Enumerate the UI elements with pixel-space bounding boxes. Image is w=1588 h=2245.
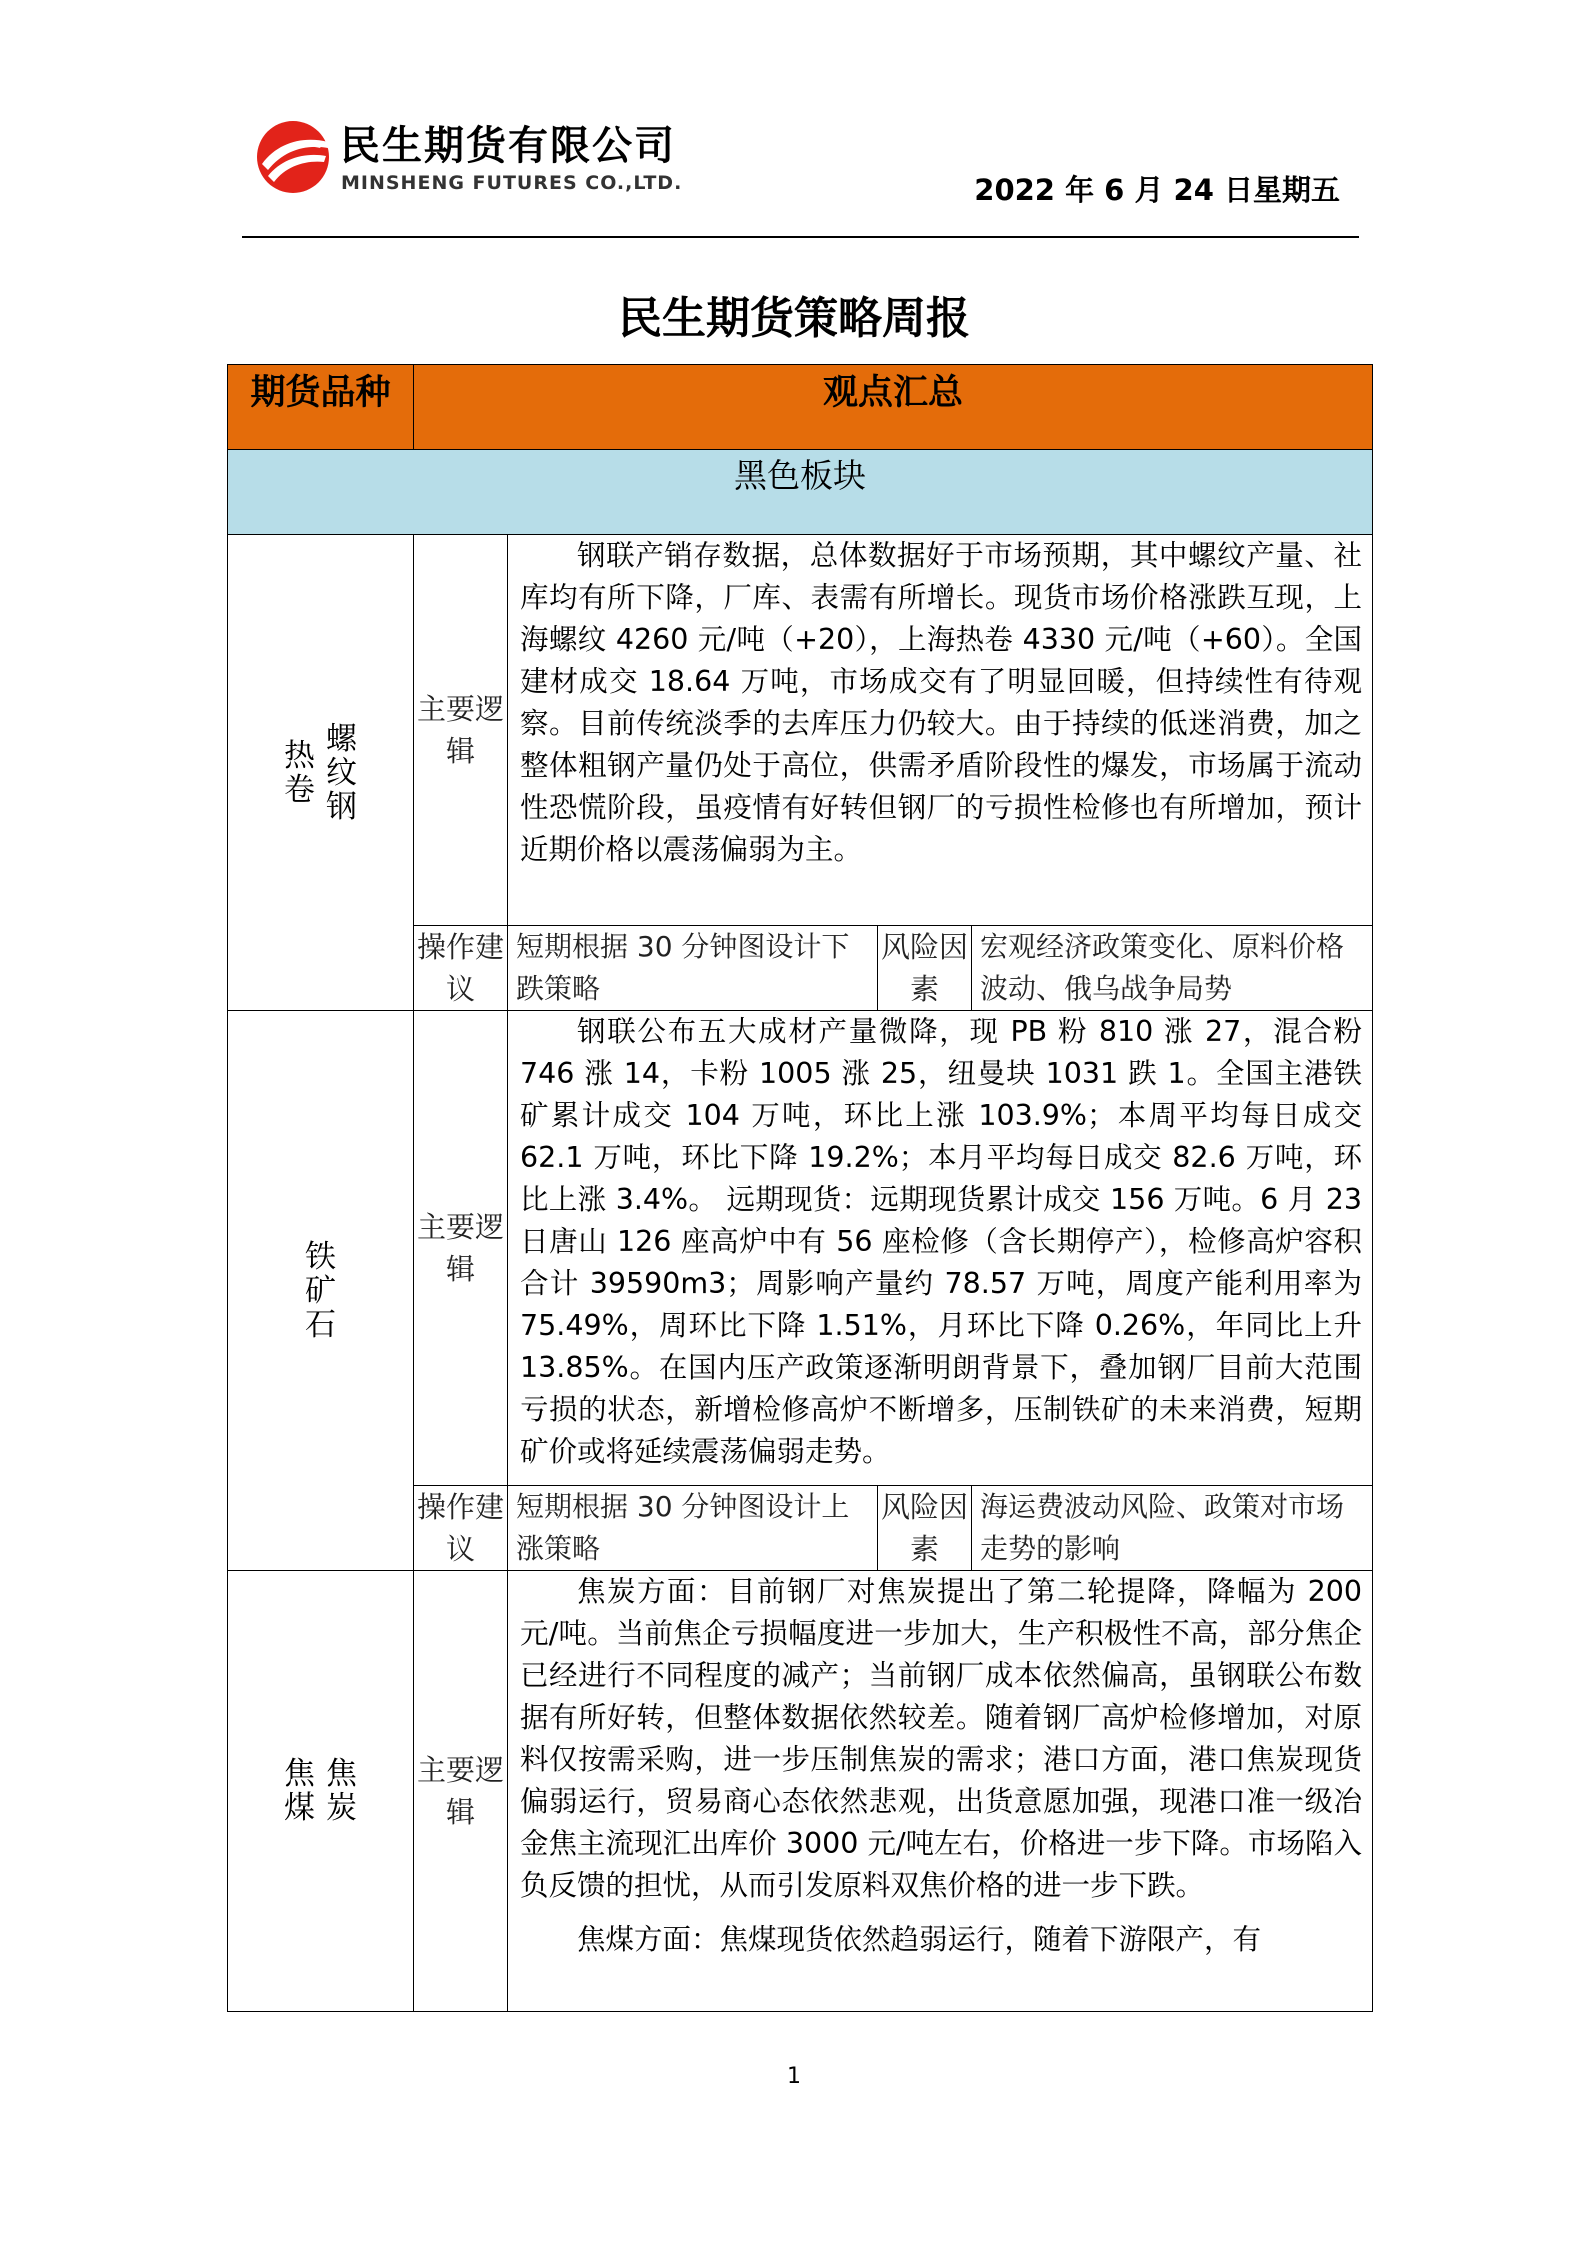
product-name: 铁矿石	[305, 1238, 336, 1343]
operation-text: 短期根据 30 分钟图设计上涨策略	[508, 1486, 878, 1571]
header-divider	[242, 236, 1359, 238]
product-iron-ore	[228, 1011, 414, 1571]
table-header-row	[228, 365, 1373, 450]
logic-paragraph: 钢联公布五大成材产量微降，现 PB 粉 810 涨 27，混合粉 746 涨 14，卡粉 1005 涨 25，纽曼块 1031 跌 1。全国主港铁矿累计成交 104 万吨，环比上涨 103.9%；本周平均每日成交 62.1 万吨，环比下降 19.2%；本月平均每日成交 82.6 万吨，环比上涨 3.4%。 远期现货：远期现货累计成交 156 万吨。6 月 23 日唐山 126 座高炉中有 56 座检修（含长期停产），检修高炉容积合计 39590m3；周影响产量约 78.57 万吨，周度产能利用率为 75.49%，周环比下降 1.51%，月环比下降 0.26%，年同比上升 13.85%。在国内压产政策逐渐明朗背景下，叠加钢厂目前大范围亏损的状态，新增检修高炉不断增多，压制铁矿的未来消费，短期矿价或将延续震荡偏弱走势。	[520, 1015, 1363, 1468]
logic-label: 主要逻辑	[414, 535, 508, 926]
logic-paragraph: 焦炭方面：目前钢厂对焦炭提出了第二轮提降，降幅为 200 元/吨。当前焦企亏损幅度进一步加大，生产积极性不高，部分焦企已经进行不同程度的减产；当前钢厂成本依然偏高，虽钢联公布数据有所好转，但整体数据依然较差。随着钢厂高炉检修增加，对原料仅按需采购，进一步压制焦炭的需求；港口方面，港口焦炭现货偏弱运行，贸易商心态依然悲观，出货意愿加强，现港口准一级冶金焦主流现汇出库价 3000 元/吨左右，价格进一步下降。市场陷入负反馈的担忧，从而引发原料双焦价格的进一步下跌。	[520, 1575, 1363, 1902]
page-header	[0, 0, 1588, 240]
sector-row	[228, 450, 1373, 535]
company-name-en: MINSHENG FUTURES CO.,LTD.	[341, 172, 683, 194]
minsheng-logo-icon	[254, 118, 332, 196]
product-coke-coal	[228, 1571, 414, 2012]
company-name-cn: 民生期货有限公司	[340, 123, 676, 169]
logic-paragraph: 焦煤方面：焦煤现货依然趋弱运行，随着下游限产，有	[577, 1923, 1262, 1956]
page-title: 民生期货策略周报	[618, 293, 970, 344]
logic-text	[508, 535, 1373, 926]
operation-label: 操作建议	[414, 926, 508, 1011]
operation-label: 操作建议	[414, 1486, 508, 1571]
logic-label: 主要逻辑	[414, 1571, 508, 2012]
risk-text: 海运费波动风险、政策对市场走势的影响	[972, 1486, 1373, 1571]
logic-paragraph: 钢联产销存数据，总体数据好于市场预期，其中螺纹产量、社库均有所下降，厂库、表需有所增长。现货市场价格涨跌互现，上海螺纹 4260 元/吨（+20），上海热卷 4330 元/吨（+60）。全国建材成交 18.64 万吨，市场成交有了明显回暖，但持续性有待观察。目前传统淡季的去库压力仍较大。由于持续的低迷消费，加之整体粗钢产量仍处于高位，供需矛盾阶段性的爆发，市场属于流动性恐慌阶段，虽疫情有好转但钢厂的亏损性检修也有所增加，预计近期价格以震荡偏弱为主。	[520, 539, 1363, 866]
strategy-table	[227, 364, 1373, 2012]
table-row	[228, 1011, 1373, 1486]
risk-label: 风险因素	[878, 926, 972, 1011]
company-logo	[254, 112, 724, 202]
product-name: 热卷	[284, 737, 315, 808]
logic-text	[508, 1011, 1373, 1486]
header-summary: 观点汇总	[414, 365, 1373, 450]
product-rebar-hotcoil	[228, 535, 414, 1011]
table-row	[228, 1571, 1373, 2012]
risk-text: 宏观经济政策变化、原料价格波动、俄乌战争局势	[972, 926, 1373, 1011]
page-number: 1	[787, 2064, 801, 2089]
risk-label: 风险因素	[878, 1486, 972, 1571]
product-name: 焦煤	[284, 1756, 315, 1826]
logic-label: 主要逻辑	[414, 1011, 508, 1486]
operation-text: 短期根据 30 分钟图设计下跌策略	[508, 926, 878, 1011]
product-name: 焦炭	[326, 1756, 357, 1826]
report-date: 2022 年 6 月 24 日星期五	[974, 173, 1340, 207]
logic-text	[508, 1571, 1373, 2012]
sector-title: 黑色板块	[228, 450, 1373, 535]
product-name: 螺纹钢	[326, 720, 357, 825]
header-product: 期货品种	[228, 365, 414, 450]
table-row	[228, 535, 1373, 926]
